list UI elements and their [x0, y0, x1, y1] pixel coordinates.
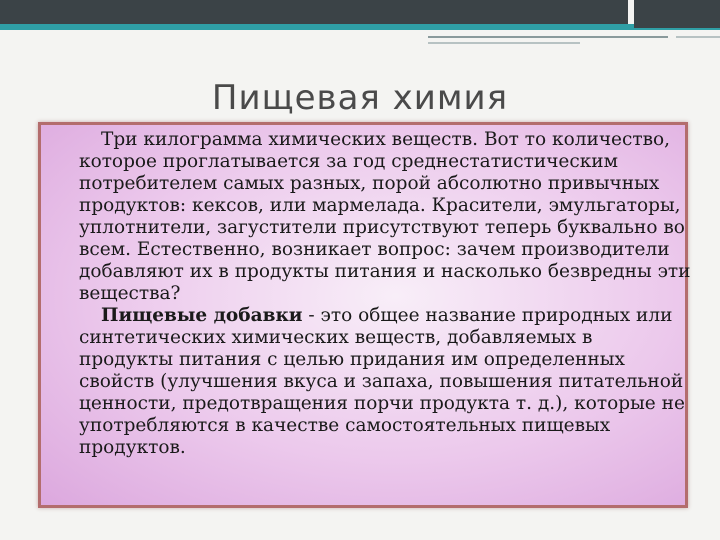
paragraph-intro: Три килограмма химических веществ. Вот то количество, которое проглатывается за год среднестатистическим потребителем самых разных, порой абсолютно привычных продуктов: кексов, или мармелада. Красители, эмульгаторы, уплотнители, загустители присутствуют теперь буквально во всем. Естественно, возникает вопрос: зачем производители добавляют их в продукты питания и насколько безвредны эти вещества?	[79, 129, 691, 304]
content-panel	[38, 122, 691, 508]
term-food-additives: Пищевые добавки	[101, 305, 303, 326]
header-teal-stripe	[0, 24, 720, 30]
header-dark-block	[634, 0, 720, 28]
header-line-right	[676, 36, 720, 38]
paragraph-definition	[79, 305, 691, 459]
header-dark-stripe	[0, 0, 720, 24]
header-line-short	[428, 42, 580, 44]
header-bar	[0, 0, 720, 40]
definition-text: - это общее название природных или синтетических химических веществ, добавляемых в продукты питания с целью придания им определенных свойств (улучшения вкуса и запаха, повышения питательной ценности, предотвращения порчи продукта т. д.), которые не употребляются в качестве самостоятельных пищевых продуктов.	[79, 305, 685, 458]
slide-title: Пищевая химия	[211, 78, 509, 118]
header-line	[428, 36, 668, 38]
content-text	[79, 129, 691, 459]
